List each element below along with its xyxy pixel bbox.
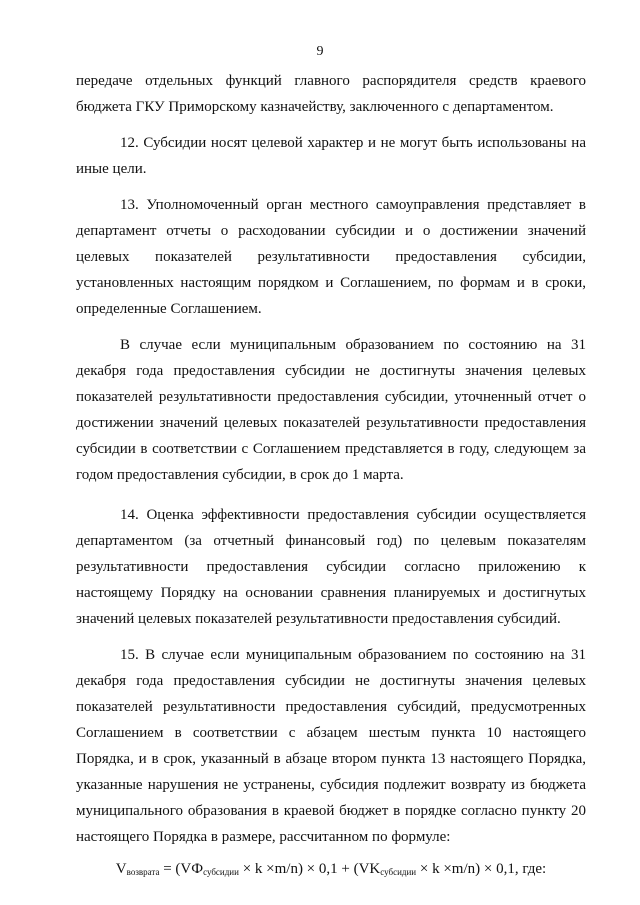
- formula: [76, 856, 586, 885]
- page-number: 9: [316, 44, 324, 59]
- formula-v: V: [115, 861, 127, 877]
- formula-subscript-2: субсидии: [380, 867, 417, 877]
- paragraph-13: 13. Уполномоченный орган местного самоуправления представляет в департамент отчеты о расходовании субсидии и о достижении значений целевых показателей результативности предоставления субсидии, установленных настоящим порядком и Соглашением, по формам и в сроки, определенные Соглашением.: [76, 197, 586, 317]
- paragraph-15: 15. В случае если муниципальным образованием по состоянию на 31 декабря года предоставления субсидии не достигнуты значения целевых показателей результативности предоставления субсидий, предусмотренных Соглашением в соответствии с абзацем шестым пункта 10 настоящего Порядка, и в срок, указанный в абзаце втором пункта 13 настоящего Порядка, указанные нарушения не устранены, субсидия подлежит возврату из бюджета муниципального образования в краевой бюджет в порядке согласно пункту 20 настоящего Порядка в размере, рассчитанном по формуле:: [76, 647, 586, 845]
- paragraph-14: 14. Оценка эффективности предоставления субсидии осуществляется департаментом (за отчетный финансовый год) по целевым показателям результативности предоставления субсидии согласно приложению к настоящему Порядку на основании сравнения планируемых и достигнутых значений целевых показателей результативности предоставления субсидий.: [76, 507, 586, 627]
- formula-part-2: × k ×m/n) × 0,1 + (VK: [238, 861, 381, 877]
- paragraph-13-second: В случае если муниципальным образованием по состоянию на 31 декабря года предоставления субсидии не достигнуты значения целевых показателей результативности предоставления субсидии, уточненный отчет о достижении значений целевых показателей результативности предоставления субсидии в соответствии с Соглашением представляется в году, следующем за годом предоставления субсидии, в срок до 1 марта.: [76, 337, 586, 483]
- formula-part-1: = (VФ: [159, 861, 204, 877]
- paragraph-continuation: передаче отдельных функций главного распорядителя средств краевого бюджета ГКУ Приморскому казначейству, заключенного с департаментом.: [76, 73, 586, 115]
- formula-part-3: × k ×m/n) × 0,1, где:: [416, 861, 547, 877]
- formula-subscript-1: субсидии: [203, 867, 239, 877]
- document-body: [76, 68, 586, 885]
- formula-v-subscript: возврата: [126, 867, 160, 877]
- paragraph-12: 12. Субсидии носят целевой характер и не могут быть использованы на иные цели.: [76, 135, 586, 177]
